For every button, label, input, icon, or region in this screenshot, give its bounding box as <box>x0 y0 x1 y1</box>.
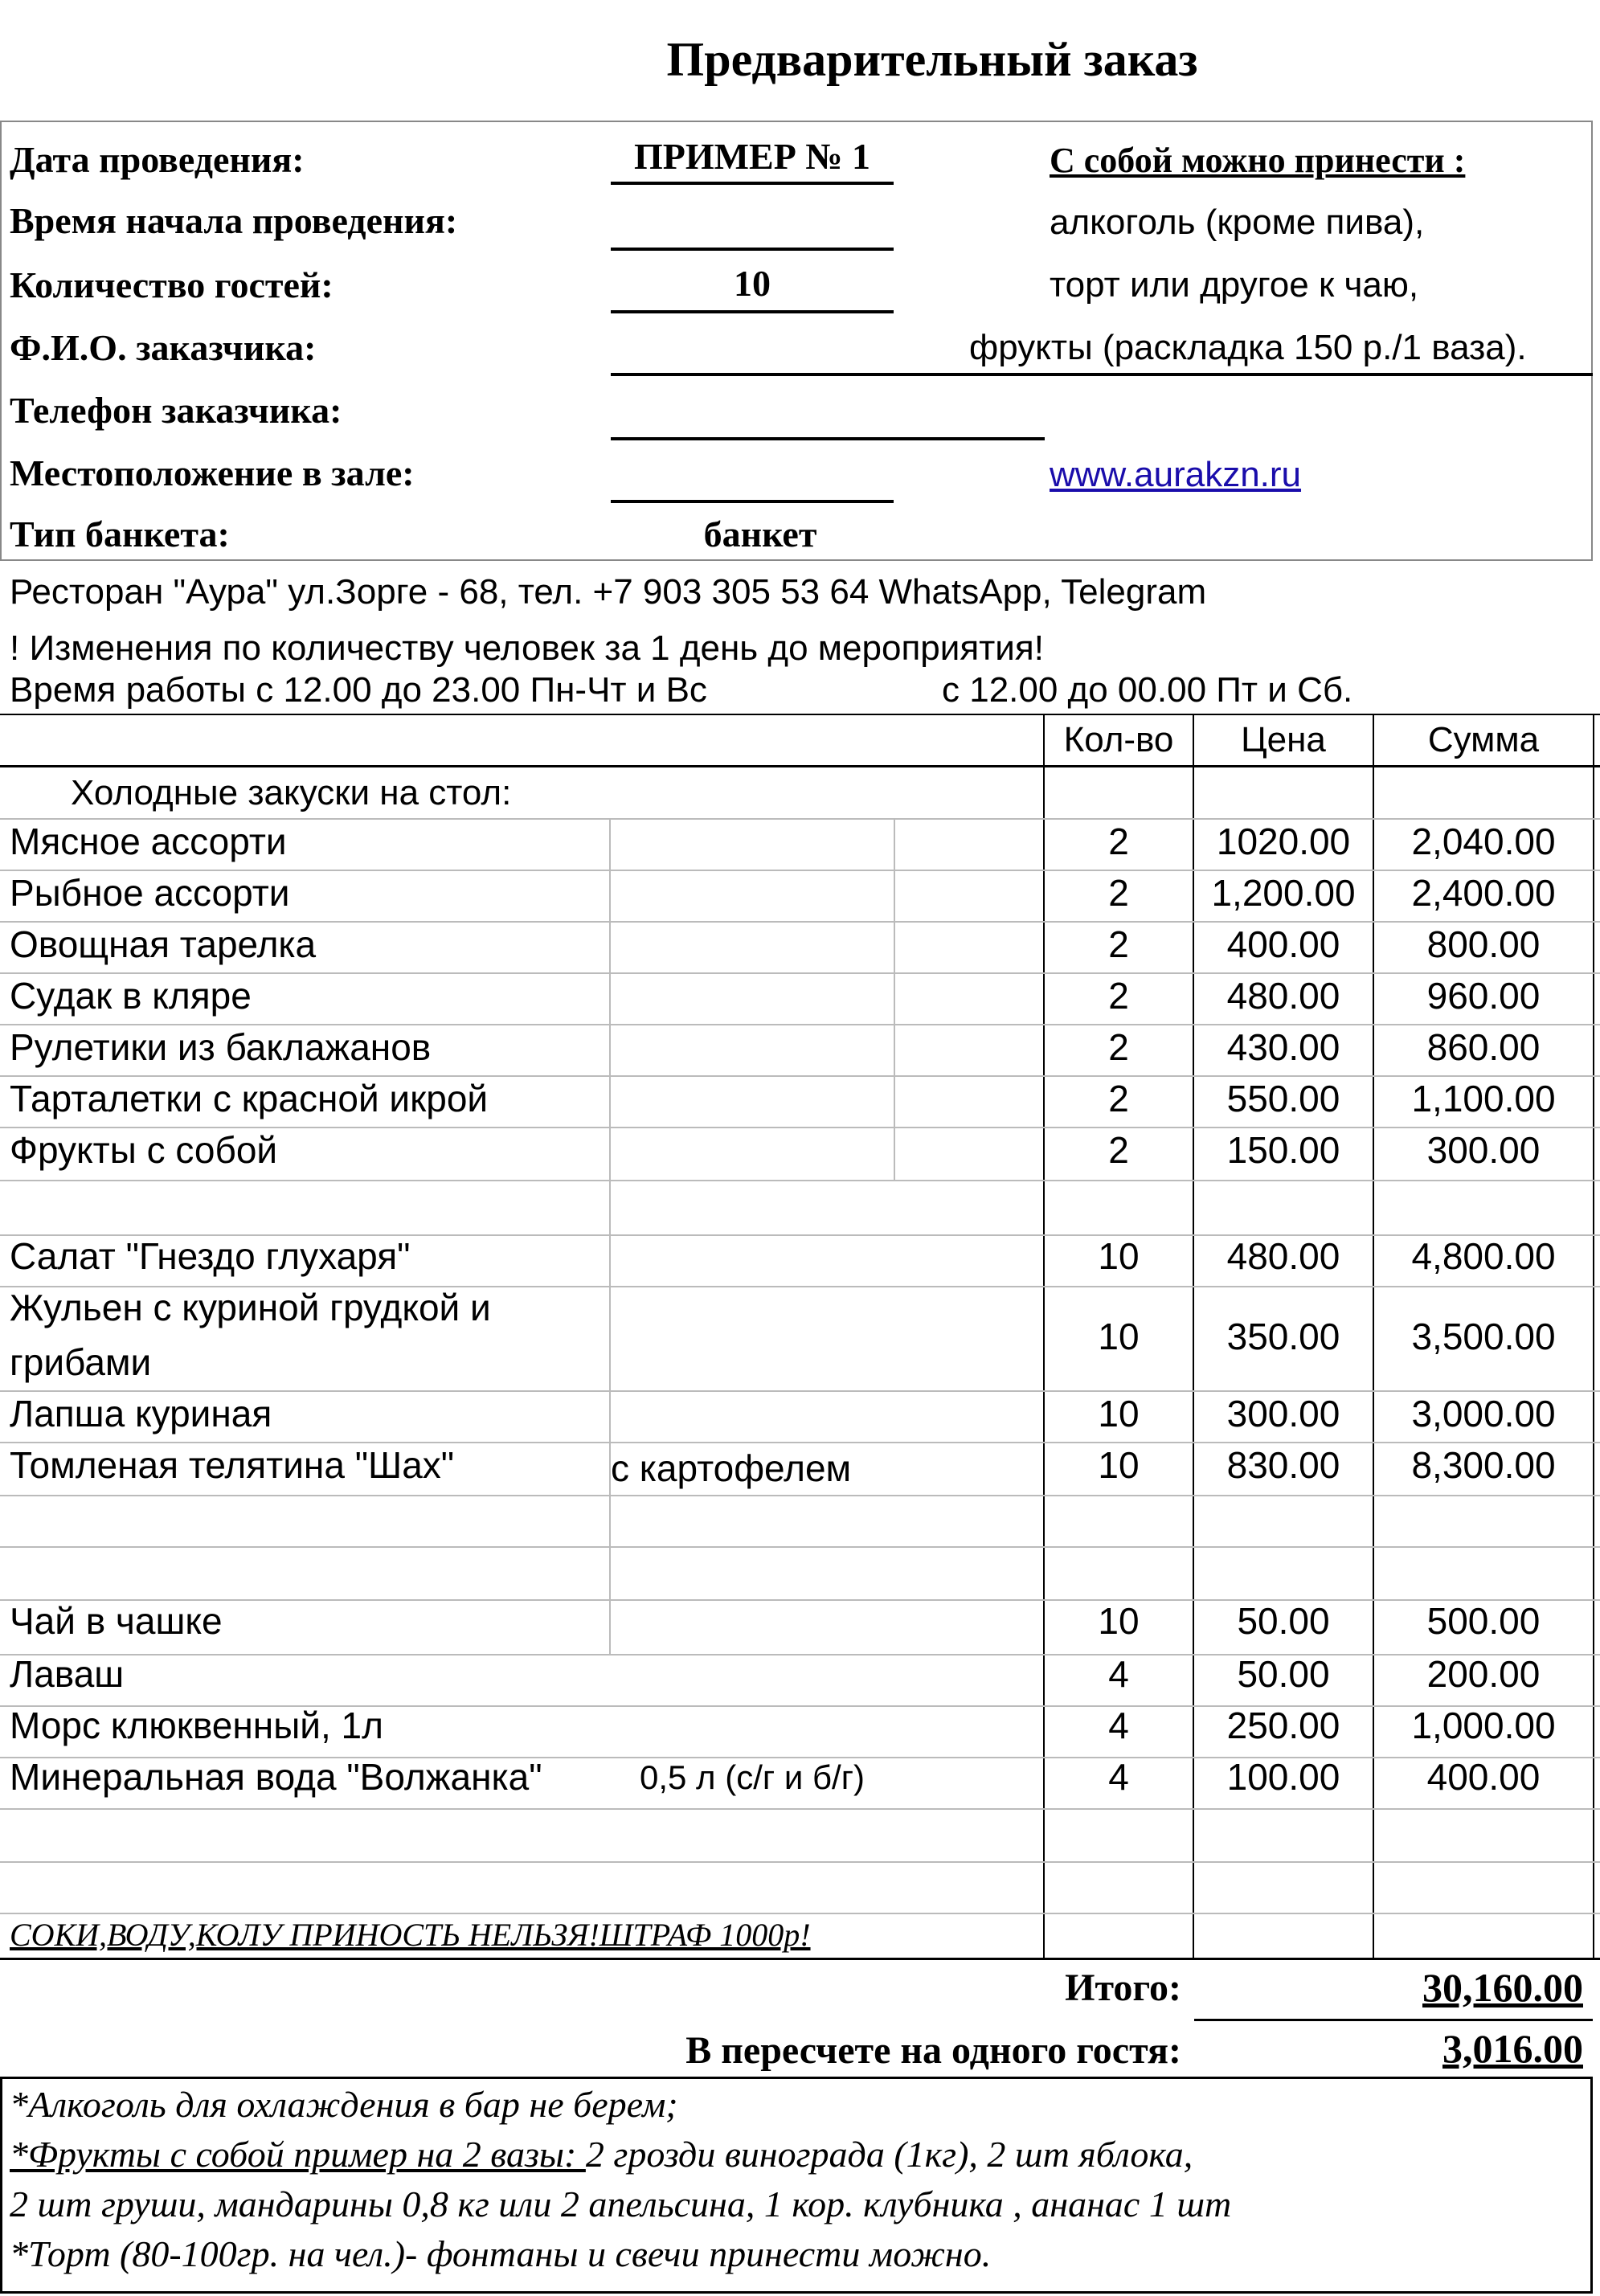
item-sum: 400.00 <box>1426 1756 1541 1798</box>
item-sum: 500.00 <box>1426 1600 1541 1642</box>
item-sum: 3,000.00 <box>1411 1393 1556 1434</box>
qty-column-header: Кол-во <box>1063 720 1174 759</box>
restaurant-address: Ресторан "Аура" ул.Зорге - 68, тел. +7 903 305 53 64 WhatsApp, Telegram <box>10 572 1207 612</box>
item-price: 50.00 <box>1237 1600 1330 1642</box>
item-qty: 2 <box>1108 1026 1129 1068</box>
location-underline <box>611 500 894 503</box>
customer-underline <box>611 373 1593 376</box>
item-sum: 4,800.00 <box>1411 1235 1556 1277</box>
extra-column-rule <box>609 818 611 1654</box>
item-price: 350.00 <box>1226 1316 1340 1357</box>
footer-note-cake: *Торт (80-100гр. на чел.)- фонтаны и свечи принести можно. <box>10 2233 992 2274</box>
item-price: 830.00 <box>1226 1444 1340 1486</box>
row-rule <box>0 1180 1600 1181</box>
item-name: Рулетики из баклажанов <box>10 1026 432 1068</box>
time-underline <box>611 248 894 251</box>
extra2-column-rule <box>894 818 895 1180</box>
price-column-header: Цена <box>1241 720 1326 759</box>
guests-label: Количество гостей: <box>10 264 334 305</box>
item-price: 100.00 <box>1226 1756 1340 1798</box>
row-rule <box>0 1913 1600 1914</box>
banquet-type-value: банкет <box>703 514 817 555</box>
item-qty: 10 <box>1098 1600 1140 1642</box>
item-qty: 2 <box>1108 1078 1129 1119</box>
item-name: Тарталетки с красной икрой <box>10 1078 489 1119</box>
item-sum: 2,040.00 <box>1411 821 1556 862</box>
item-price: 1020.00 <box>1216 821 1351 862</box>
item-price: 400.00 <box>1226 923 1340 965</box>
total-label: Итого: <box>1065 1967 1181 2009</box>
bring-line-alcohol: алкоголь (кроме пива), <box>1050 203 1425 242</box>
footer-note-alcohol: *Алкоголь для охлаждения в бар не берем; <box>10 2084 678 2125</box>
date-underline <box>611 182 894 185</box>
item-name: Жульен с куриной грудкой и <box>10 1287 491 1328</box>
item-qty: 2 <box>1108 975 1129 1017</box>
item-sum: 200.00 <box>1426 1653 1541 1695</box>
item-qty: 2 <box>1108 821 1129 862</box>
item-sum: 2,400.00 <box>1411 872 1556 914</box>
item-price: 50.00 <box>1237 1653 1330 1695</box>
phone-label: Телефон заказчика: <box>10 390 342 431</box>
item-name: Судак в кляре <box>10 975 252 1017</box>
item-name: Морс клюквенный, 1л <box>10 1705 383 1746</box>
item-qty: 2 <box>1108 872 1129 914</box>
row-rule <box>0 1861 1600 1863</box>
total-value: 30,160.00 <box>1422 1965 1583 2010</box>
bring-line-fruits: фрукты (раскладка 150 р./1 ваза). <box>969 328 1527 367</box>
item-price: 550.00 <box>1226 1078 1340 1119</box>
item-name: Фрукты с собой <box>10 1129 278 1171</box>
table-right-rule <box>1593 714 1594 1958</box>
location-label: Местоположение в зале: <box>10 452 415 493</box>
row-rule <box>0 1495 1600 1496</box>
bring-heading: С собой можно принести : <box>1050 141 1466 180</box>
table-bottom-rule <box>0 1958 1600 1960</box>
item-name: Мясное ассорти <box>10 821 287 862</box>
item-price: 150.00 <box>1226 1129 1340 1171</box>
date-value: ПРИМЕР № 1 <box>633 136 871 177</box>
total-underline <box>1194 2019 1593 2021</box>
item-price: 250.00 <box>1226 1705 1340 1746</box>
footer-note-fruits-rest: 2 грозди винограда (1кг), 2 шт яблока, <box>585 2134 1193 2175</box>
item-sum: 1,000.00 <box>1411 1705 1556 1746</box>
changes-notice: ! Изменения по количеству человек за 1 день до мероприятия! <box>10 628 1044 668</box>
item-sum: 860.00 <box>1426 1026 1541 1068</box>
item-name-line2: грибами <box>10 1341 152 1383</box>
item-sum: 3,500.00 <box>1411 1316 1556 1357</box>
section-cold-appetizers: Холодные закуски на стол: <box>71 773 512 812</box>
item-note: с картофелем <box>611 1447 852 1489</box>
item-qty: 2 <box>1108 923 1129 965</box>
per-guest-value: 3,016.00 <box>1442 2026 1583 2071</box>
item-name: Овощная тарелка <box>10 923 317 965</box>
item-qty: 4 <box>1108 1756 1129 1798</box>
table-top-rule <box>0 714 1600 715</box>
guests-underline <box>611 310 894 313</box>
item-price: 1,200.00 <box>1211 872 1356 914</box>
item-sum: 300.00 <box>1426 1129 1541 1171</box>
footer-note-fruits <box>10 2133 1193 2175</box>
website-link[interactable]: www.aurakzn.ru <box>1050 455 1302 494</box>
footer-note-fruits-heading: *Фрукты с собой пример на 2 вазы: <box>10 2134 586 2175</box>
item-note: 0,5 л (с/г и б/г) <box>640 1758 865 1796</box>
item-name: Томленая телятина "Шах" <box>10 1444 455 1486</box>
customer-label: Ф.И.О. заказчика: <box>10 327 317 368</box>
item-qty: 10 <box>1098 1235 1140 1277</box>
item-sum: 8,300.00 <box>1411 1444 1556 1486</box>
working-hours-weekdays: Время работы с 12.00 до 23.00 Пн-Чт и Вс <box>10 670 707 710</box>
per-guest-label: В пересчете на одного гостя: <box>685 2029 1181 2072</box>
row-rule <box>0 1546 1600 1548</box>
item-qty: 10 <box>1098 1316 1140 1357</box>
item-name: Минеральная вода "Волжанка" <box>10 1756 542 1798</box>
item-name: Чай в чашке <box>10 1600 223 1642</box>
item-qty: 4 <box>1108 1653 1129 1695</box>
phone-underline <box>611 437 1045 440</box>
item-name: Лапша куриная <box>10 1393 272 1434</box>
item-qty: 2 <box>1108 1129 1129 1171</box>
date-label: Дата проведения: <box>10 139 305 180</box>
item-name: Лаваш <box>10 1653 125 1695</box>
row-rule <box>0 1808 1600 1810</box>
sum-column-header: Сумма <box>1427 720 1540 759</box>
page-title: Предварительный заказ <box>666 33 1198 86</box>
item-qty: 10 <box>1098 1393 1140 1434</box>
table-header-rule <box>0 765 1600 767</box>
item-price: 480.00 <box>1226 975 1340 1017</box>
item-price: 300.00 <box>1226 1393 1340 1434</box>
item-price: 480.00 <box>1226 1235 1340 1277</box>
item-name: Салат "Гнездо глухаря" <box>10 1235 411 1277</box>
item-qty: 4 <box>1108 1705 1129 1746</box>
guests-value: 10 <box>734 263 771 304</box>
item-sum: 800.00 <box>1426 923 1541 965</box>
item-price: 430.00 <box>1226 1026 1340 1068</box>
banquet-type-label: Тип банкета: <box>10 514 230 555</box>
item-qty: 10 <box>1098 1444 1140 1486</box>
working-hours-weekend: с 12.00 до 00.00 Пт и Сб. <box>942 670 1353 710</box>
bring-line-cake: торт или другое к чаю, <box>1050 265 1419 305</box>
bring-drinks-warning: СОКИ,ВОДУ,КОЛУ ПРИНОСТЬ НЕЛЬЗЯ!ШТРАФ 1000р! <box>10 1917 811 1953</box>
item-sum: 1,100.00 <box>1411 1078 1556 1119</box>
time-label: Время начала проведения: <box>10 200 458 241</box>
footer-note-fruits-cont: 2 шт груши, мандарины 0,8 кг или 2 апельсина, 1 кор. клубника , ананас 1 шт <box>10 2183 1232 2224</box>
item-name: Рыбное ассорти <box>10 872 290 914</box>
item-sum: 960.00 <box>1426 975 1541 1017</box>
